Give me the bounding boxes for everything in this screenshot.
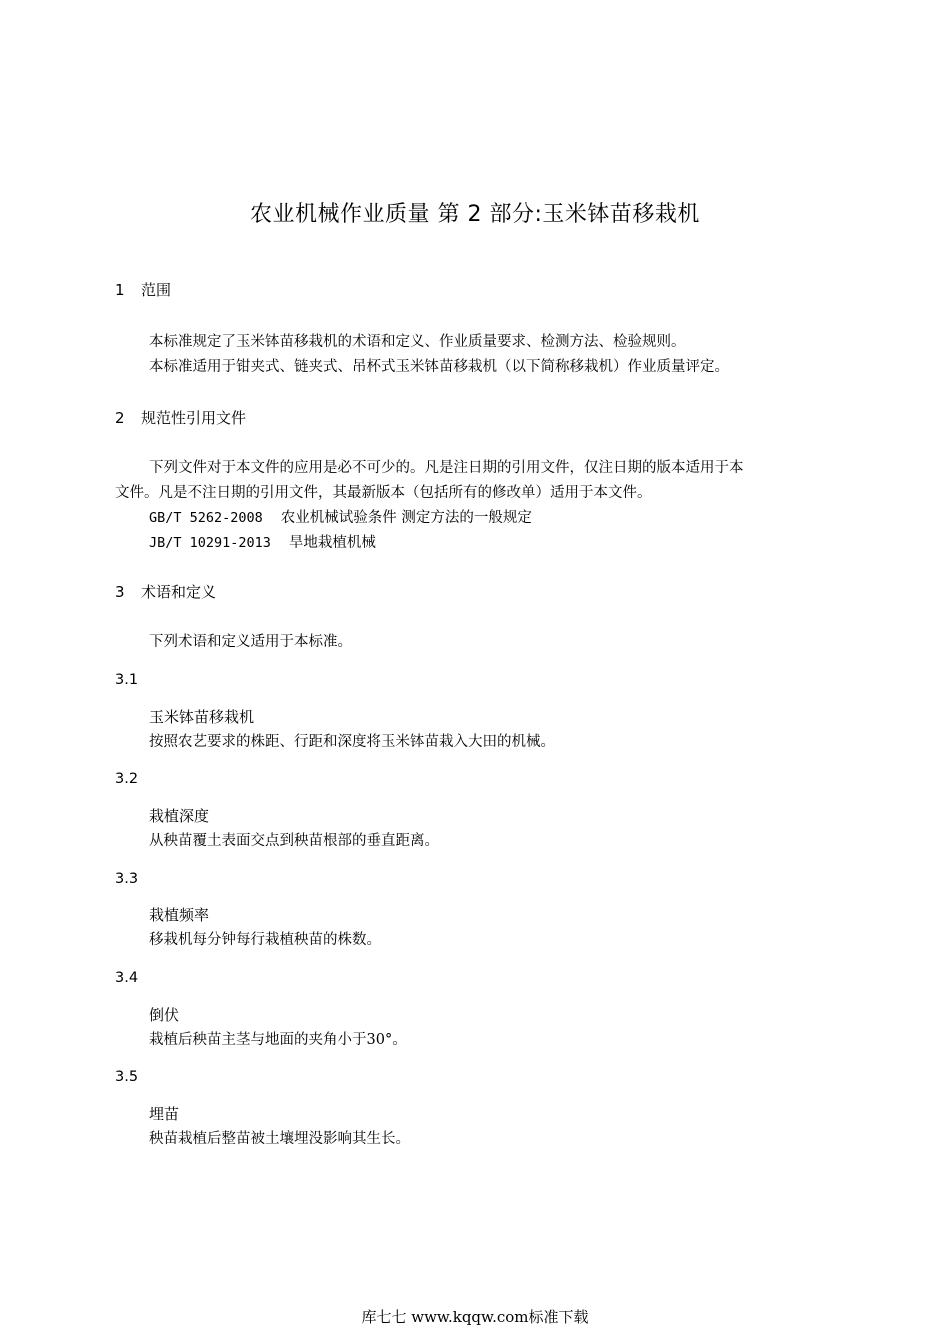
section-heading-scope bbox=[115, 280, 171, 300]
reference-code: JB/T 10291-2013 bbox=[149, 535, 271, 551]
reference-item bbox=[149, 508, 532, 528]
section-number: 3 bbox=[115, 583, 125, 601]
reference-title: 旱地栽植机械 bbox=[288, 535, 376, 551]
term-name: 倒伏 bbox=[149, 1006, 180, 1024]
term-name: 玉米钵苗移栽机 bbox=[149, 708, 255, 726]
paragraph-line: 下列文件对于本文件的应用是必不可少的。凡是注日期的引用文件，仅注日期的版本适用于本 bbox=[149, 460, 744, 476]
term-definition: 从秧苗覆土表面交点到秧苗根部的垂直距离。 bbox=[149, 833, 439, 849]
section-title: 规范性引用文件 bbox=[141, 409, 247, 427]
term-definition: 秧苗栽植后整苗被土壤埋没影响其生长。 bbox=[149, 1131, 410, 1147]
section-title: 术语和定义 bbox=[141, 583, 217, 601]
clause-number: 3.5 bbox=[115, 1069, 139, 1085]
clause-number: 3.4 bbox=[115, 970, 139, 986]
term-definition: 栽植后秧苗主茎与地面的夹角小于30°。 bbox=[149, 1032, 407, 1048]
reference-item bbox=[149, 533, 376, 553]
section-heading-normative-references bbox=[115, 408, 246, 428]
term-definition: 按照农艺要求的株距、行距和深度将玉米钵苗栽入大田的机械。 bbox=[149, 734, 555, 750]
paragraph: 本标准规定了玉米钵苗移栽机的术语和定义、作业质量要求、检测方法、检验规则。 bbox=[149, 334, 686, 350]
section-heading-terms bbox=[115, 582, 216, 602]
clause-number: 3.1 bbox=[115, 672, 139, 688]
section-title: 范围 bbox=[141, 281, 172, 299]
paragraph: 本标准适用于钳夹式、链夹式、吊杯式玉米钵苗移栽机（以下简称移栽机）作业质量评定。 bbox=[149, 359, 729, 375]
term-name: 埋苗 bbox=[149, 1105, 180, 1123]
reference-title: 农业机械试验条件 测定方法的一般规定 bbox=[280, 510, 532, 526]
clause-number: 3.3 bbox=[115, 871, 139, 887]
document-title: 农业机械作业质量 第 2 部分:玉米钵苗移栽机 bbox=[250, 202, 700, 227]
section-number: 2 bbox=[115, 409, 125, 427]
section-number: 1 bbox=[115, 281, 125, 299]
reference-code: GB/T 5262-2008 bbox=[149, 510, 263, 526]
footer-watermark-text: 库七七 www.kqqw.com标准下载 bbox=[361, 1308, 589, 1326]
paragraph: 下列术语和定义适用于本标准。 bbox=[149, 634, 352, 650]
clause-number: 3.2 bbox=[115, 771, 139, 787]
paragraph-line: 文件。凡是不注日期的引用文件，其最新版本（包括所有的修改单）适用于本文件。 bbox=[115, 485, 652, 501]
term-name: 栽植频率 bbox=[149, 906, 210, 924]
term-definition: 移栽机每分钟每行栽植秧苗的株数。 bbox=[149, 932, 381, 948]
term-name: 栽植深度 bbox=[149, 807, 210, 825]
